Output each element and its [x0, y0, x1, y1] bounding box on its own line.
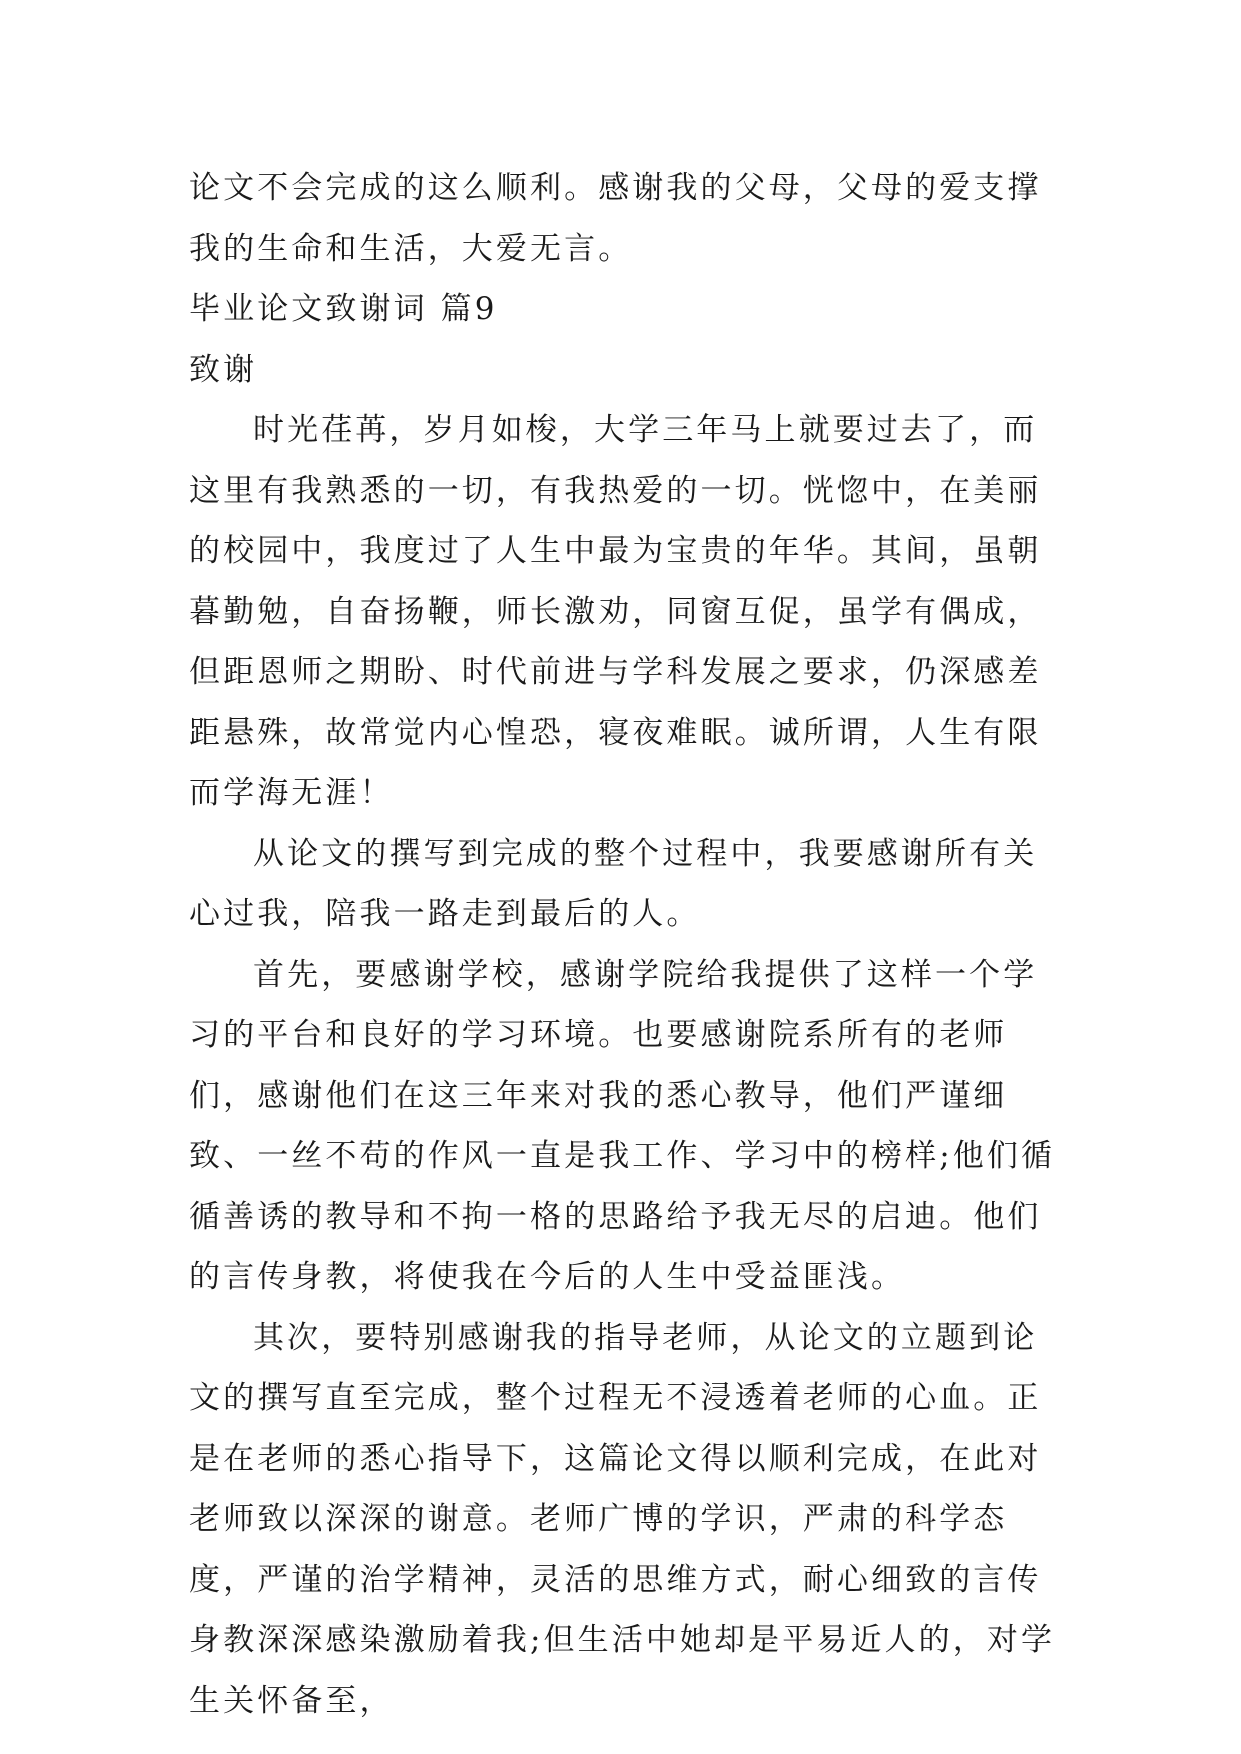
document-body — [189, 158, 1057, 1731]
paragraph-thanks-advisor: 其次，要特别感谢我的指导老师，从论文的立题到论文的撰写直至完成，整个过程无不浸透着老师的心血。正是在老师的悉心指导下，这篇论文得以顺利完成，在此对老师致以深深的谢意。老师广博的学识，严肃的科学态度，严谨的治学精神，灵活的思维方式，耐心细致的言传身教深深感染激励着我;但生活中她却是平易近人的，对学生关怀备至， — [189, 1319, 1056, 1719]
paragraph-thanks-school: 首先，要感谢学校，感谢学院给我提供了这样一个学习的平台和良好的学习环境。也要感谢院系所有的老师们，感谢他们在这三年来对我的悉心教导，他们严谨细致、一丝不苟的作风一直是我工作、学习中的榜样;他们循循善诱的教导和不拘一格的思路给予我无尽的启迪。他们的言传身教，将使我在今后的人生中受益匪浅。 — [189, 956, 1056, 1295]
paragraph-time-passing: 时光荏苒，岁月如梭，大学三年马上就要过去了，而这里有我熟悉的一切，有我热爱的一切。恍惚中，在美丽的校园中，我度过了人生中最为宝贵的年华。其间，虽朝暮勤勉，自奋扬鞭，师长激劝，同窗互促，虽学有偶成，但距恩师之期盼、时代前进与学科发展之要求，仍深感差距悬殊，故常觉内心惶恐，寝夜难眠。诚所谓，人生有限而学海无涯！ — [189, 412, 1042, 811]
paragraph-thanks-all: 从论文的撰写到完成的整个过程中，我要感谢所有关心过我，陪我一路走到最后的人。 — [189, 835, 1038, 932]
section-heading: 毕业论文致谢词 篇9 — [189, 291, 498, 327]
acknowledgement-title: 致谢 — [189, 351, 258, 388]
paragraph-continuation: 论文不会完成的这么顺利。感谢我的父母，父母的爱支撑我的生命和生活，大爱无言。 — [189, 170, 1042, 267]
